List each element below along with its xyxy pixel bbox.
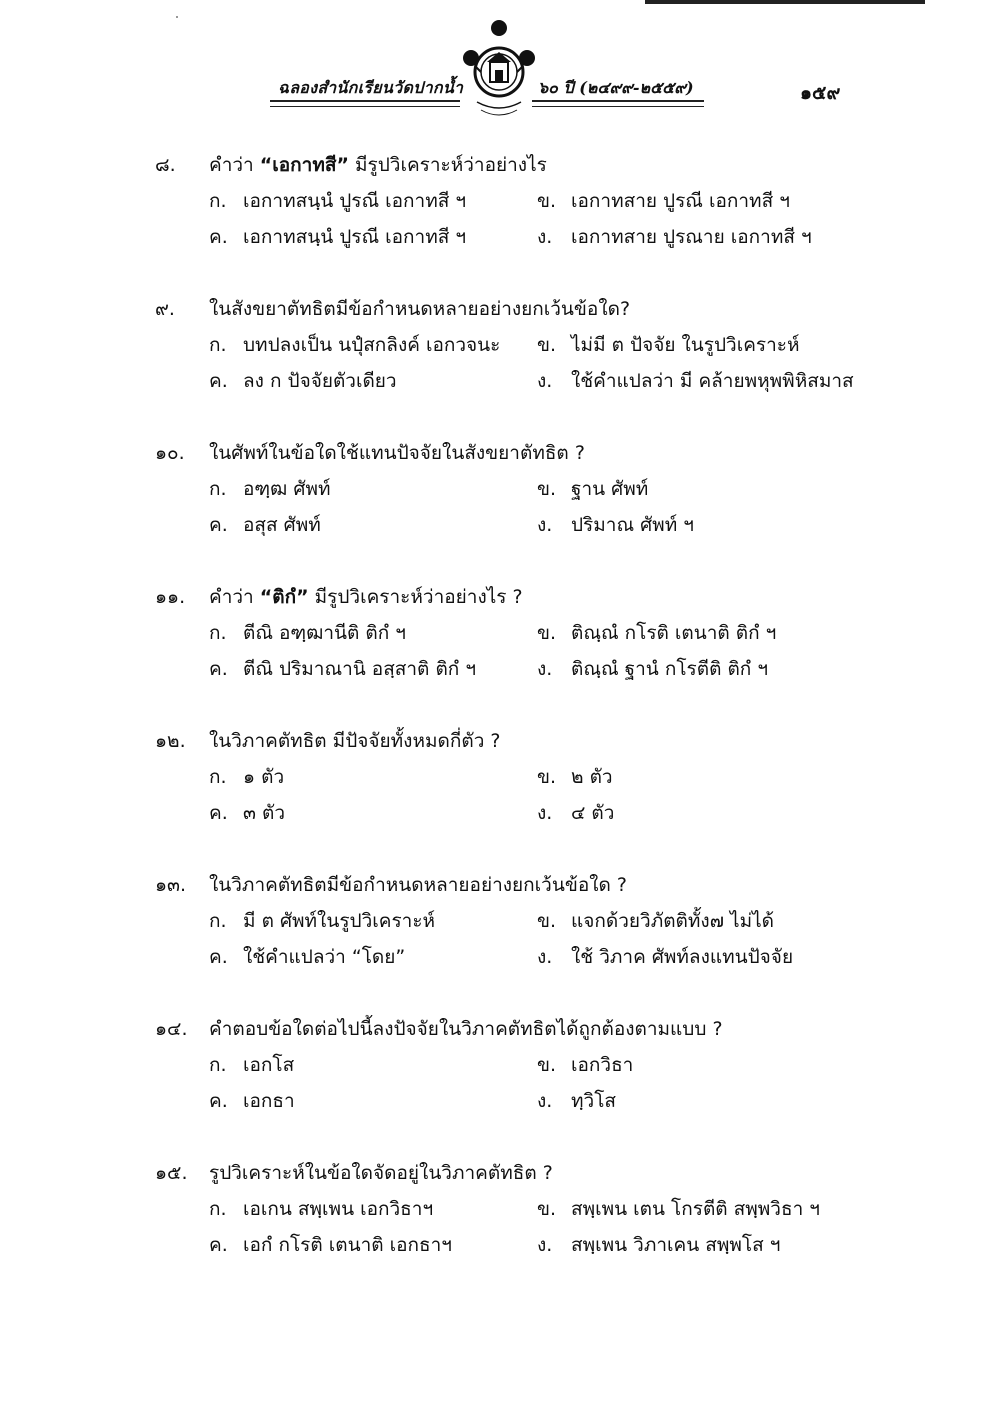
header-left-rule (270, 100, 460, 107)
answer-option: ก. เอกาทสนฺนํ ปูรณี เอกาทสี ฯ (209, 190, 467, 212)
answer-option: ข. เอกาทสาย ปูรณี เอกาทสี ฯ (537, 190, 790, 212)
question-number: ๑๓. (155, 874, 187, 896)
question-item (0, 572, 1000, 716)
answer-option: ก. ๑ ตัว (209, 766, 285, 788)
answer-option: ก. บทปลงเป็น นปุํสกลิงค์ เอกวจนะ (209, 334, 501, 356)
question-item (0, 1004, 1000, 1148)
question-item (0, 860, 1000, 1004)
question-text: ในวิภาคตัทธิต มีปัจจัยทั้งหมดกี่ตัว ? (209, 730, 501, 752)
question-stem (0, 1004, 1000, 1040)
answer-option: ค. อสุส ศัพท์ (209, 514, 321, 536)
question-key-term: “เอกาทสี” (259, 154, 349, 176)
question-stem (0, 1148, 1000, 1184)
top-edge-rule (645, 0, 925, 4)
answer-option: ข. แจกด้วยวิภัตติทั้ง๗ ไม่ได้ (537, 910, 774, 932)
answer-option: ค. เอกาทสนฺนํ ปูรณี เอกาทสี ฯ (209, 226, 467, 248)
question-number: ๘. (155, 154, 176, 176)
question-stem (0, 572, 1000, 608)
question-item (0, 428, 1000, 572)
scan-speck (176, 16, 178, 18)
answer-option: ก. เอเกน สพฺเพน เอกวิธาฯ (209, 1198, 434, 1220)
answer-option: ก. เอกโส (209, 1054, 295, 1076)
question-key-term: “ติกํ” (259, 586, 309, 608)
answer-option: ค. เอกธา (209, 1090, 295, 1112)
answer-option: ง. ใช้ วิภาค ศัพท์ลงแทนปัจจัย (537, 946, 794, 968)
question-stem (0, 860, 1000, 896)
temple-emblem-icon (457, 14, 542, 126)
answer-option: ข. ๒ ตัว (537, 766, 613, 788)
answer-option: ก. ตีณิ อฑฺฒานีติ ติกํ ฯ (209, 622, 406, 644)
answer-option: ค. เอกํ กโรติ เตนาติ เอกธาฯ (209, 1234, 452, 1256)
header-right-text: ๖๐ ปี (๒๔๙๙-๒๕๕๙) (538, 78, 694, 97)
answer-option: ก. มี ต ศัพท์ในรูปวิเคราะห์ (209, 910, 436, 932)
question-number: ๑๔. (155, 1018, 188, 1040)
answer-option: ง. ติณฺณํ ฐานํ กโรตีติ ติกํ ฯ (537, 658, 768, 680)
answer-option: ค. ลง ก ปัจจัยตัวเดียว (209, 370, 397, 392)
answer-option: ง. ทฺวิโส (537, 1090, 616, 1112)
question-stem (0, 428, 1000, 464)
question-item (0, 1148, 1000, 1292)
question-stem (0, 140, 1000, 176)
question-item (0, 284, 1000, 428)
question-text: คำว่า “เอกาทสี” มีรูปวิเคราะห์ว่าอย่างไร (209, 154, 547, 176)
answer-option: ง. ๔ ตัว (537, 802, 615, 824)
answer-option: ค. ๓ ตัว (209, 802, 286, 824)
question-text: ในวิภาคตัทธิตมีข้อกำหนดหลายอย่างยกเว้นข้อใด ? (209, 874, 627, 896)
question-number: ๑๕. (155, 1162, 188, 1184)
page-number: ๑๕๙ (800, 82, 841, 104)
question-list (0, 140, 1000, 1292)
header-left-text: ฉลองสำนักเรียนวัดปากน้ำ (278, 78, 464, 97)
question-stem (0, 716, 1000, 752)
question-text: ในสังขยาตัทธิตมีข้อกำหนดหลายอย่างยกเว้นข้อใด? (209, 298, 631, 320)
answer-option: ง. สพฺเพน วิภาเคน สพฺพโส ฯ (537, 1234, 781, 1256)
answer-option: ง. เอกาทสาย ปูรณาย เอกาทสี ฯ (537, 226, 812, 248)
question-text: คำว่า “ติกํ” มีรูปวิเคราะห์ว่าอย่างไร ? (209, 586, 523, 608)
running-header (270, 10, 870, 120)
question-number: ๑๒. (155, 730, 186, 752)
question-text: ในศัพท์ในข้อใดใช้แทนปัจจัยในสังขยาตัทธิต ? (209, 442, 585, 464)
answer-option: ข. เอกวิธา (537, 1054, 634, 1076)
question-number: ๑๐. (155, 442, 185, 464)
answer-option: ข. ไม่มี ต ปัจจัย ในรูปวิเคราะห์ (537, 334, 800, 356)
question-text: รูปวิเคราะห์ในข้อใดจัดอยู่ในวิภาคตัทธิต ? (209, 1162, 553, 1184)
answer-option: ข. ฐาน ศัพท์ (537, 478, 649, 500)
answer-option: ค. ใช้คำแปลว่า “โดย” (209, 946, 406, 968)
question-stem (0, 284, 1000, 320)
answer-option: ข. ติณฺณํ กโรติ เตนาติ ติกํ ฯ (537, 622, 777, 644)
question-text: คำตอบข้อใดต่อไปนี้ลงปัจจัยในวิภาคตัทธิตได้ถูกต้องตามแบบ ? (209, 1018, 723, 1040)
answer-option: ง. ปริมาณ ศัพท์ ฯ (537, 514, 694, 536)
question-item (0, 716, 1000, 860)
header-right-rule (532, 100, 704, 107)
answer-option: ง. ใช้คำแปลว่า มี คล้ายพหุพพิหิสมาส (537, 370, 854, 392)
answer-option: ก. อฑฺฒ ศัพท์ (209, 478, 331, 500)
answer-option: ข. สพฺเพน เตน โกรตีติ สพฺพวิธา ฯ (537, 1198, 820, 1220)
question-item (0, 140, 1000, 284)
answer-option: ค. ตีณิ ปริมาณานิ อสฺสาติ ติกํ ฯ (209, 658, 476, 680)
question-number: ๑๑. (155, 586, 186, 608)
question-number: ๙. (155, 298, 175, 320)
